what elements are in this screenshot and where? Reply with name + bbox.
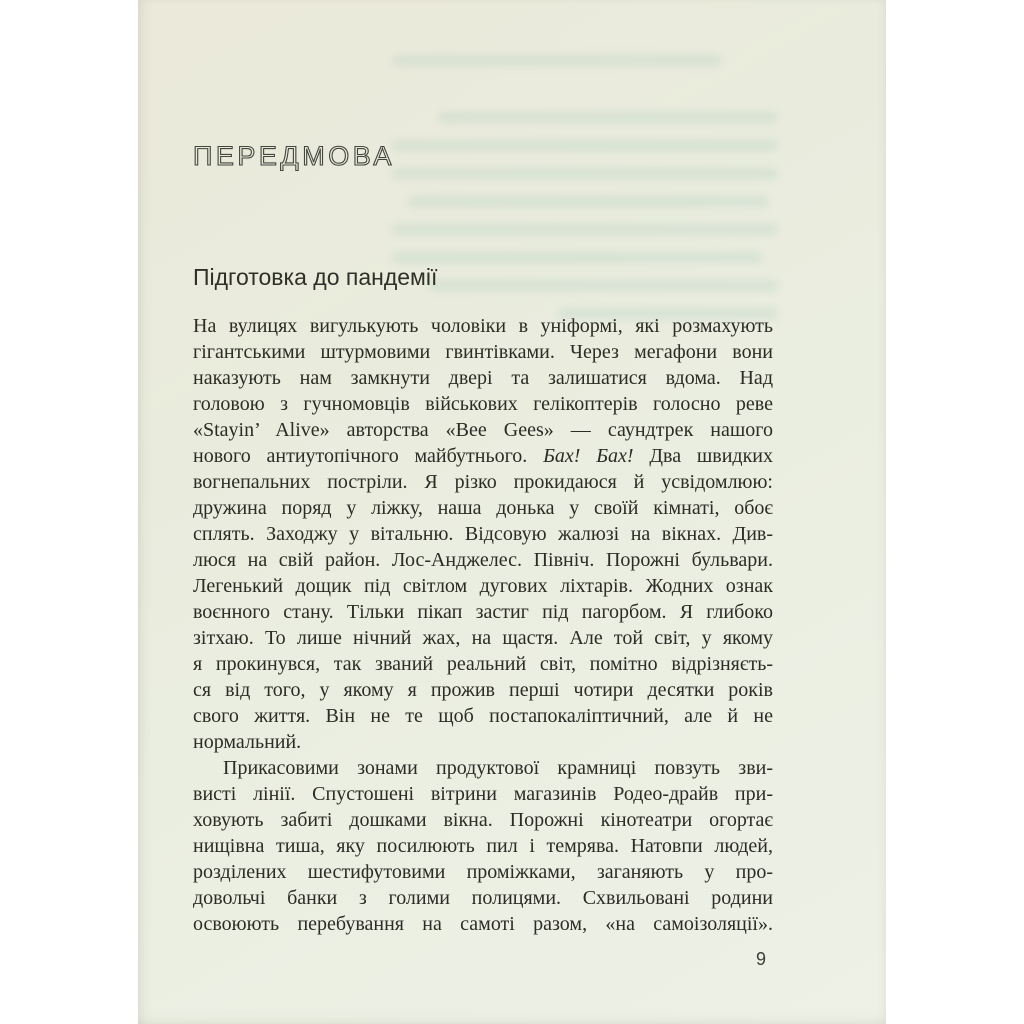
text-line: свого життя. Він не те щоб постапокаліптичний, але й не (193, 705, 773, 727)
text-line: Легенький дощик під світлом дугових ліхтарів. Жодних ознак (193, 575, 773, 597)
text-line: головою з гучномовців військових гелікоптерів голосно реве (193, 393, 773, 415)
chapter-title: ПЕРЕДМОВА (193, 141, 395, 171)
text-line: вогнепальних постріли. Я різко прокидаюся й усвідомлюю: (193, 471, 773, 493)
text-line: ся від того, у якому я прожив перші чотири десятки років (193, 679, 773, 701)
text-line: воєнного стану. Тільки пікап застиг під пагорбом. Я глибоко (193, 601, 773, 623)
showthrough-band (392, 55, 722, 66)
page-number: 9 (756, 949, 767, 969)
text-line: розділених шестифутовими проміжками, заганяють у про- (193, 861, 773, 883)
text-line: наказують нам замкнути двері та залишатися вдома. Над (193, 367, 773, 389)
text-line: гігантськими штурмовими гвинтівками. Через мегафони вони (193, 341, 773, 363)
text-line: «Stayin’ Alive» авторства «Bee Gees» — саундтрек нашого (193, 419, 773, 441)
section-title: Підготовка до пандемії (193, 264, 438, 290)
showthrough-band (392, 168, 778, 179)
text-line: ховують забиті дошками вікна. Порожні кінотеатри огортає (193, 809, 773, 831)
text-line: На вулицях вигулькують чоловіки в уніформі, які розмахують (193, 315, 773, 337)
paragraph (193, 313, 773, 755)
book-page (138, 0, 886, 1024)
showthrough-band (392, 252, 762, 263)
showthrough-band (438, 112, 778, 123)
showthrough-band (428, 280, 778, 291)
text-line: сплять. Заходжу у вітальню. Відсовую жалюзі на вікнах. Див- (193, 523, 773, 545)
body-text (193, 313, 773, 937)
text-line: довольчі банки з голими полицями. Схвильовані родини (193, 887, 773, 909)
showthrough-band (392, 224, 778, 235)
text-line: нормальний. (193, 731, 302, 753)
text-line: освоюють перебування на самоті разом, «на самоізоляції». (193, 913, 773, 935)
paragraph (193, 755, 773, 937)
text-line: нищівна тиша, яку посилюють пил і темрява. Натовпи людей, (193, 835, 773, 857)
showthrough-band (408, 196, 768, 207)
text-line: я прокинувся, так званий реальний світ, помітно відрізняєть- (193, 653, 773, 675)
text-line: дружина поряд у ліжку, наша донька у своїй кімнаті, обоє (193, 497, 773, 519)
showthrough-band (392, 140, 778, 151)
text-line: зітхаю. То лише нічний жах, на щастя. Але той світ, у якому (193, 627, 773, 649)
text-line: Прикасовими зонами продуктової крамниці повзуть зви- (223, 757, 773, 779)
text-line: висті лінії. Спустошені вітрини магазинів Родео-драйв при- (193, 783, 773, 805)
text-line: нового антиутопічного майбутнього. Бах! Бах! Два швидких (193, 445, 774, 467)
text-line: люся на свій район. Лос-Анджелес. Північ. Порожні бульвари. (193, 549, 773, 571)
